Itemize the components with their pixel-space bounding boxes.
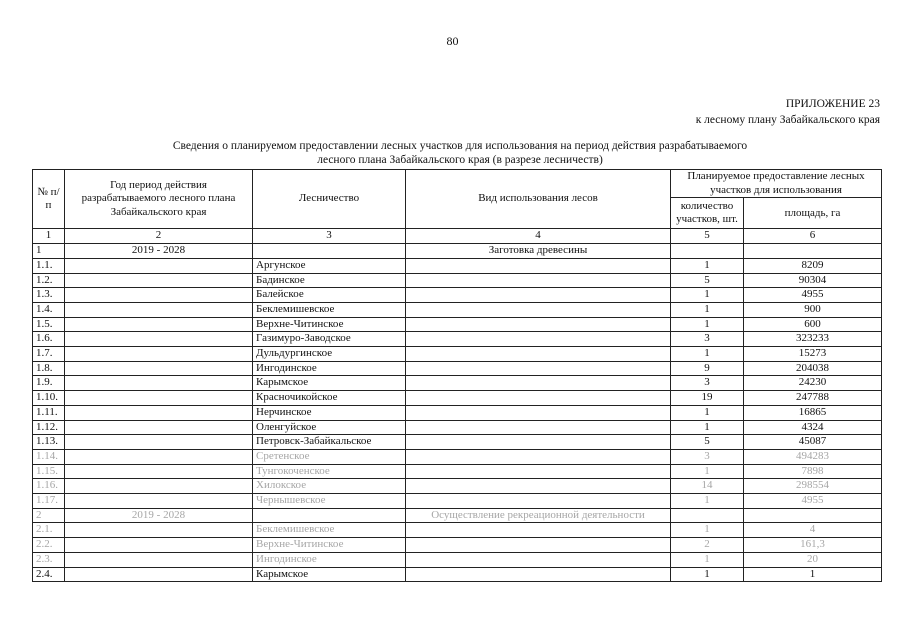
row-period (65, 391, 253, 406)
row-num: 1.13. (33, 435, 65, 450)
row-forestry: Газимуро-Заводское (253, 332, 406, 347)
row-period (65, 302, 253, 317)
header-count: количество участков, шт. (671, 198, 744, 229)
row-use-type (406, 317, 671, 332)
row-use-type (406, 449, 671, 464)
row-count: 3 (671, 332, 744, 347)
header-area: площадь, га (744, 198, 882, 229)
row-num: 2.3. (33, 552, 65, 567)
row-use-type (406, 288, 671, 303)
group-forestry-empty (253, 508, 406, 523)
page-number: 80 (446, 34, 459, 48)
group-period: 2019 - 2028 (65, 244, 253, 259)
row-num: 1.12. (33, 420, 65, 435)
row-area: 900 (744, 302, 882, 317)
row-area: 1 (744, 567, 882, 582)
group-row-timber (33, 244, 882, 259)
row-period (65, 435, 253, 450)
table-row (33, 347, 882, 362)
row-use-type (406, 538, 671, 553)
row-forestry: Бадинское (253, 273, 406, 288)
group-num: 2 (33, 508, 65, 523)
row-use-type (406, 405, 671, 420)
row-area: 24230 (744, 376, 882, 391)
row-area: 16865 (744, 405, 882, 420)
row-period (65, 567, 253, 582)
row-num: 2.1. (33, 523, 65, 538)
table-row (33, 523, 882, 538)
row-use-type (406, 273, 671, 288)
row-period (65, 552, 253, 567)
row-period (65, 538, 253, 553)
row-num: 1.6. (33, 332, 65, 347)
row-use-type (406, 302, 671, 317)
row-forestry: Петровск-Забайкальское (253, 435, 406, 450)
row-forestry: Чернышевское (253, 494, 406, 509)
col-number: 1 (33, 229, 65, 244)
row-area: 90304 (744, 273, 882, 288)
row-count: 3 (671, 376, 744, 391)
row-period (65, 420, 253, 435)
row-forestry: Балейское (253, 288, 406, 303)
row-num: 1.3. (33, 288, 65, 303)
row-use-type (406, 435, 671, 450)
row-forestry: Сретенское (253, 449, 406, 464)
row-use-type (406, 347, 671, 362)
row-count: 1 (671, 567, 744, 582)
header-planned: Планируемое предоставление лесных участков для использования (671, 170, 882, 198)
row-area: 298554 (744, 479, 882, 494)
table-row (33, 494, 882, 509)
table-row (33, 449, 882, 464)
row-count: 19 (671, 391, 744, 406)
row-num: 1.5. (33, 317, 65, 332)
row-count: 5 (671, 273, 744, 288)
row-period (65, 273, 253, 288)
row-period (65, 332, 253, 347)
group-row-recreation (33, 508, 882, 523)
allocation-table (32, 169, 882, 582)
table-row (33, 435, 882, 450)
row-num: 1.8. (33, 361, 65, 376)
row-period (65, 288, 253, 303)
row-period (65, 361, 253, 376)
row-count: 1 (671, 288, 744, 303)
row-count: 1 (671, 464, 744, 479)
row-count: 1 (671, 317, 744, 332)
caption-line-1: Сведения о планируемом предоставлении лесных участков для использования на период действия разрабатываемого (172, 140, 748, 152)
row-area: 4955 (744, 288, 882, 303)
row-area: 4324 (744, 420, 882, 435)
header-use-type: Вид использования лесов (406, 170, 671, 229)
appendix-title: ПРИЛОЖЕНИЕ 23 (785, 98, 880, 110)
group-forestry-empty (253, 244, 406, 259)
row-count: 1 (671, 523, 744, 538)
row-num: 1.16. (33, 479, 65, 494)
table-row (33, 361, 882, 376)
table-row (33, 317, 882, 332)
row-use-type (406, 376, 671, 391)
table-row (33, 420, 882, 435)
row-num: 1.1. (33, 258, 65, 273)
group-area-empty (744, 244, 882, 259)
group-count-empty (671, 244, 744, 259)
row-forestry: Ингодинское (253, 552, 406, 567)
row-count: 2 (671, 538, 744, 553)
caption-line-2: лесного плана Забайкальского края (в разрезе лесничеств) (317, 154, 603, 166)
row-period (65, 479, 253, 494)
row-use-type (406, 567, 671, 582)
row-num: 1.10. (33, 391, 65, 406)
row-num: 1.4. (33, 302, 65, 317)
row-count: 1 (671, 420, 744, 435)
col-number: 2 (65, 229, 253, 244)
row-count: 1 (671, 258, 744, 273)
table-row (33, 258, 882, 273)
row-num: 1.15. (33, 464, 65, 479)
row-forestry: Хилокское (253, 479, 406, 494)
row-use-type (406, 258, 671, 273)
table-row (33, 464, 882, 479)
row-count: 9 (671, 361, 744, 376)
row-forestry: Верхне-Читинское (253, 317, 406, 332)
row-count: 1 (671, 302, 744, 317)
group-count-empty (671, 508, 744, 523)
row-num: 1.17. (33, 494, 65, 509)
row-period (65, 523, 253, 538)
group-num: 1 (33, 244, 65, 259)
table-row (33, 479, 882, 494)
table-row (33, 332, 882, 347)
row-num: 1.14. (33, 449, 65, 464)
row-num: 1.7. (33, 347, 65, 362)
row-use-type (406, 464, 671, 479)
row-forestry: Дульдургинское (253, 347, 406, 362)
row-forestry: Нерчинское (253, 405, 406, 420)
row-count: 1 (671, 405, 744, 420)
table-row (33, 552, 882, 567)
header-num: № п/п (33, 170, 65, 229)
col-number: 6 (744, 229, 882, 244)
row-period (65, 464, 253, 479)
row-use-type (406, 479, 671, 494)
row-forestry: Карымское (253, 567, 406, 582)
group-period: 2019 - 2028 (65, 508, 253, 523)
row-num: 2.2. (33, 538, 65, 553)
table-row (33, 538, 882, 553)
row-area: 204038 (744, 361, 882, 376)
group-use-type: Заготовка древесины (406, 244, 671, 259)
row-area: 323233 (744, 332, 882, 347)
row-use-type (406, 552, 671, 567)
row-area: 600 (744, 317, 882, 332)
row-period (65, 405, 253, 420)
row-count: 5 (671, 435, 744, 450)
row-area: 161,3 (744, 538, 882, 553)
table-body (33, 244, 882, 582)
header-period: Год период действия разрабатываемого лесного плана Забайкальского края (65, 170, 253, 229)
header-forestry: Лесничество (253, 170, 406, 229)
table-row (33, 567, 882, 582)
row-area: 247788 (744, 391, 882, 406)
row-forestry: Беклемишевское (253, 523, 406, 538)
table-caption (60, 139, 860, 167)
table-row (33, 405, 882, 420)
row-forestry: Беклемишевское (253, 302, 406, 317)
table-header (33, 170, 882, 244)
row-use-type (406, 391, 671, 406)
row-use-type (406, 332, 671, 347)
row-period (65, 449, 253, 464)
row-use-type (406, 523, 671, 538)
col-number: 4 (406, 229, 671, 244)
row-forestry: Оленгуйское (253, 420, 406, 435)
row-forestry: Верхне-Читинское (253, 538, 406, 553)
row-count: 1 (671, 347, 744, 362)
row-count: 14 (671, 479, 744, 494)
group-area-empty (744, 508, 882, 523)
table-row (33, 288, 882, 303)
row-num: 1.9. (33, 376, 65, 391)
col-number: 5 (671, 229, 744, 244)
row-area: 8209 (744, 258, 882, 273)
row-num: 1.11. (33, 405, 65, 420)
row-area: 20 (744, 552, 882, 567)
group-use-type: Осуществление рекреационной деятельности (406, 508, 671, 523)
row-count: 3 (671, 449, 744, 464)
table-row (33, 391, 882, 406)
table-row (33, 273, 882, 288)
table-row (33, 302, 882, 317)
row-use-type (406, 420, 671, 435)
row-count: 1 (671, 552, 744, 567)
row-period (65, 258, 253, 273)
table-row (33, 376, 882, 391)
row-area: 45087 (744, 435, 882, 450)
row-forestry: Карымское (253, 376, 406, 391)
row-area: 4 (744, 523, 882, 538)
row-use-type (406, 494, 671, 509)
row-period (65, 494, 253, 509)
row-area: 4955 (744, 494, 882, 509)
row-period (65, 347, 253, 362)
appendix-subtitle: к лесному плану Забайкальского края (695, 114, 880, 126)
row-forestry: Аргунское (253, 258, 406, 273)
row-num: 2.4. (33, 567, 65, 582)
row-count: 1 (671, 494, 744, 509)
row-forestry: Красночикойское (253, 391, 406, 406)
row-num: 1.2. (33, 273, 65, 288)
col-number: 3 (253, 229, 406, 244)
appendix-heading (696, 96, 880, 128)
row-period (65, 317, 253, 332)
row-forestry: Ингодинское (253, 361, 406, 376)
column-numbers-row (33, 229, 882, 244)
row-period (65, 376, 253, 391)
row-area: 15273 (744, 347, 882, 362)
row-area: 494283 (744, 449, 882, 464)
row-use-type (406, 361, 671, 376)
row-forestry: Тунгокоченское (253, 464, 406, 479)
row-area: 7898 (744, 464, 882, 479)
